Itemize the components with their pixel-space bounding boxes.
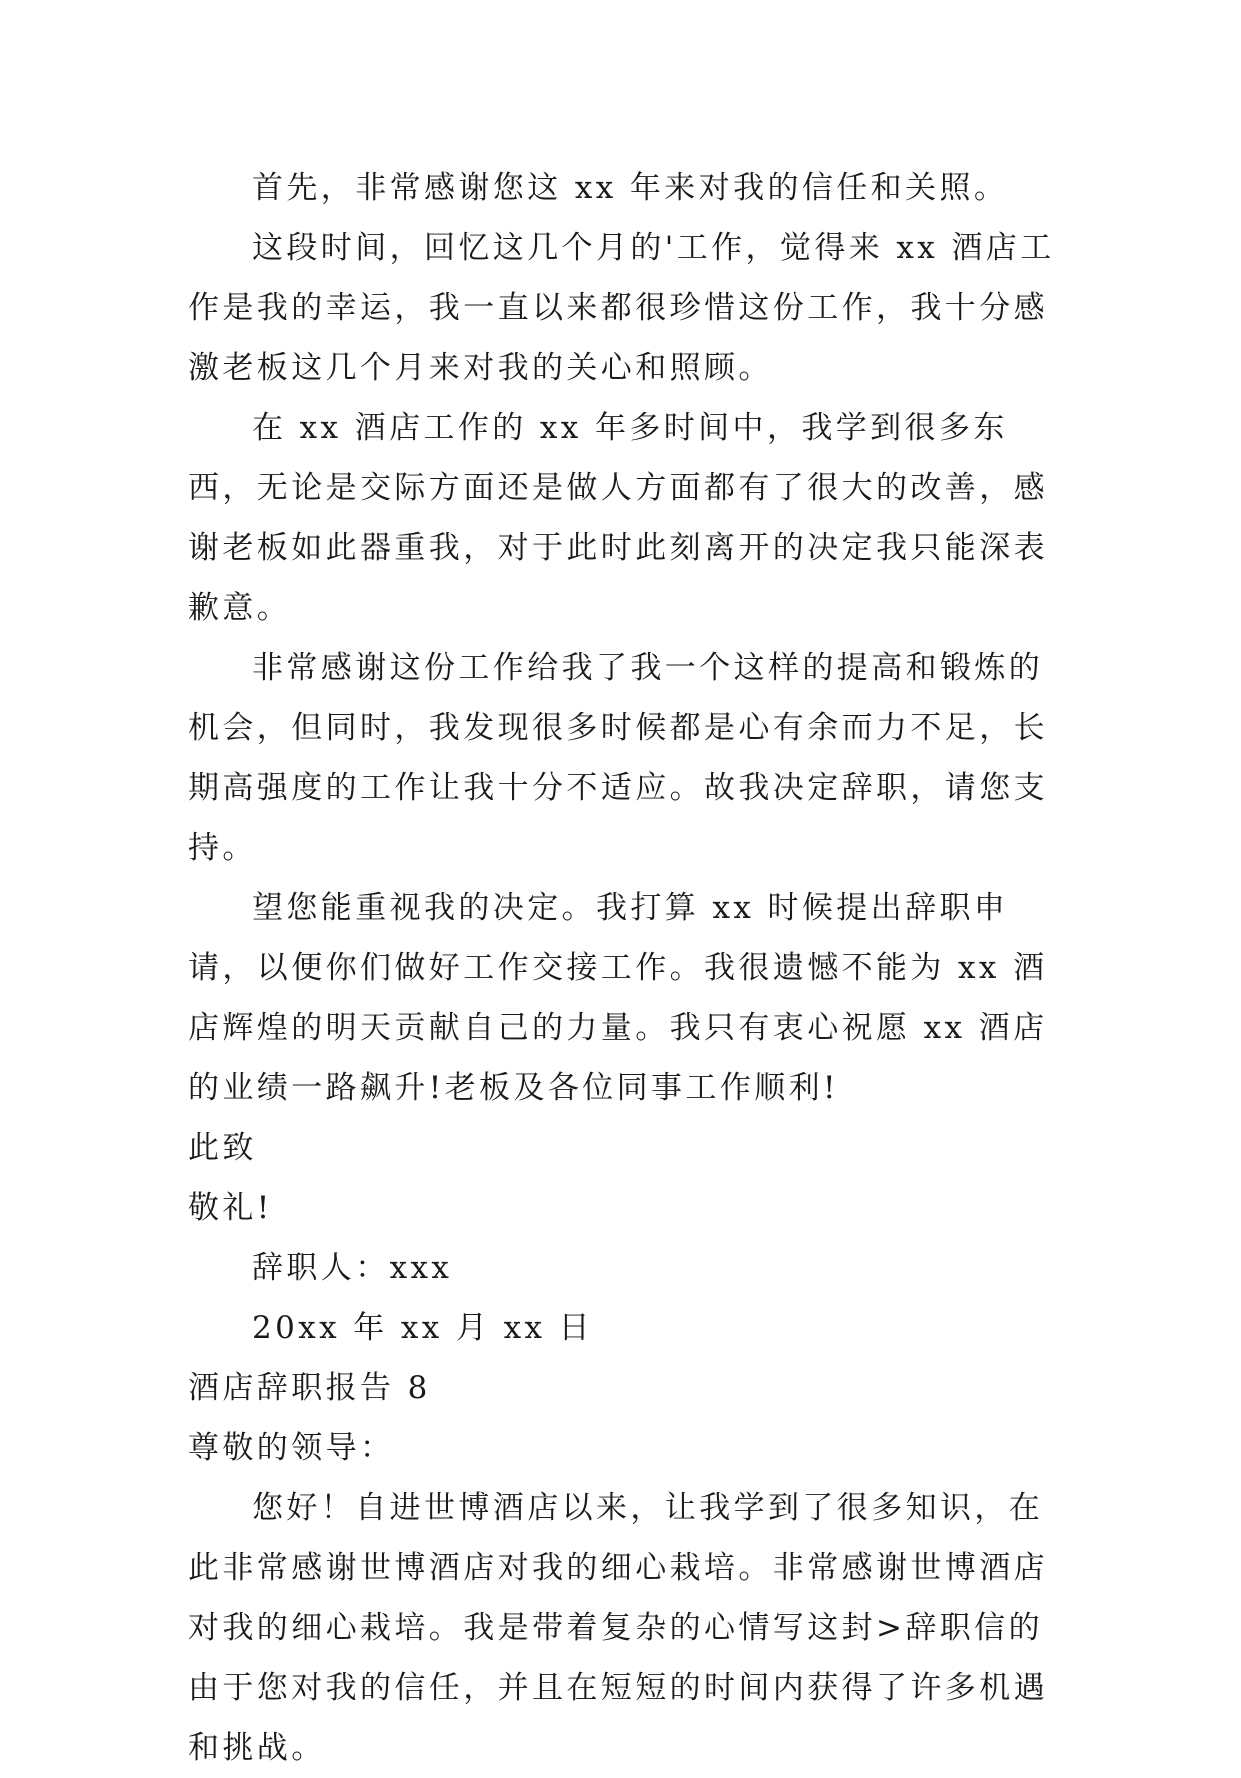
letter-greeting: 尊敬的领导： [188,1430,395,1466]
paragraph-opening: 您好！自进世博酒店以来，让我学到了很多知识，在此非常感谢世博酒店对我的细心栽培。非常感谢世博酒店对我的细心栽培。我是带着复杂的心情写这封>辞职信的由于您对我的信任，并且在短短的时间内获得了许多机遇和挑战。 [188,1490,1048,1766]
closing-regards: 敬礼! [188,1190,273,1226]
paragraph-reason: 非常感谢这份工作给我了我一个这样的提高和锻炼的机会，但同时，我发现很多时候都是心有余而力不足，长期高强度的工作让我十分不适应。故我决定辞职，请您支持。 [188,650,1048,866]
paragraph-recall: 这段时间，回忆这几个月的'工作，觉得来 xx 酒店工作是我的幸运，我一直以来都很珍惜这份工作，我十分感激老板这几个月来对我的关心和照顾。 [188,230,1055,386]
paragraph-learning: 在 xx 酒店工作的 xx 年多时间中，我学到很多东西，无论是交际方面还是做人方面都有了很大的改善，感谢老板如此器重我，对于此时此刻离开的决定我只能深表歉意。 [188,410,1048,626]
closing-salutation: 此致 [188,1130,257,1166]
section-heading: 酒店辞职报告 8 [188,1370,431,1406]
signature-name: 辞职人：xxx [252,1250,453,1286]
paragraph-thanks: 首先，非常感谢您这 xx 年来对我的信任和关照。 [252,170,1009,206]
document-body [188,158,1068,1778]
signature-date: 20xx 年 xx 月 xx 日 [252,1310,594,1346]
paragraph-request: 望您能重视我的决定。我打算 xx 时候提出辞职申请，以便你们做好工作交接工作。我很遗憾不能为 xx 酒店辉煌的明天贡献自己的力量。我只有衷心祝愿 xx 酒店的业绩一路飙升!老板及各位同事工作顺利! [188,890,1048,1106]
